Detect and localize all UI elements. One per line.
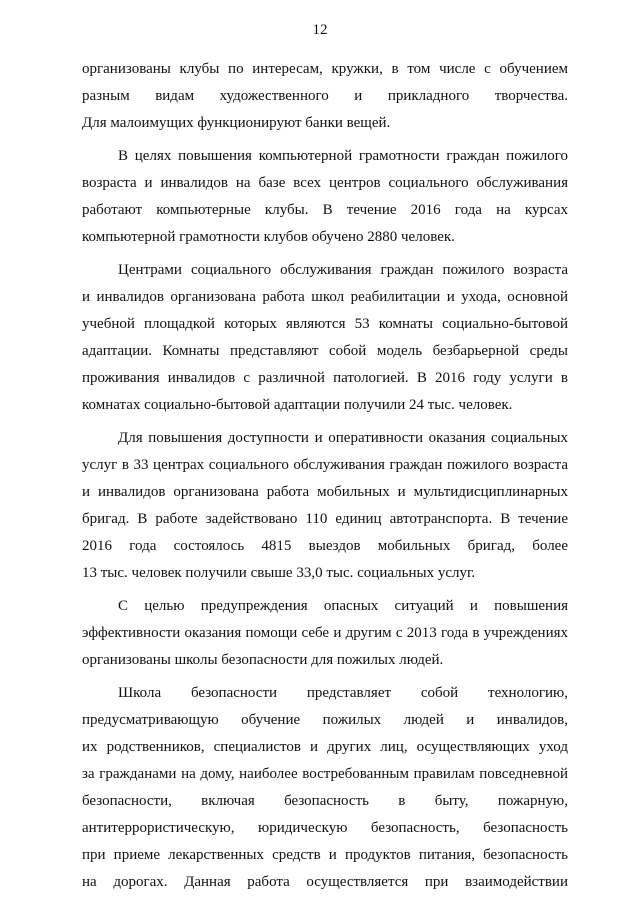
- paragraph-6: [82, 680, 568, 896]
- text-line: организованы клубы по интересам, кружки, в том числе с обучением: [82, 61, 568, 77]
- document-body: [82, 56, 568, 896]
- text-line: Для малоимущих функционируют банки вещей.: [82, 115, 391, 131]
- text-line: работают компьютерные клубы. В течение 2016 года на курсах: [82, 202, 568, 218]
- text-line: безопасности, включая безопасность в быту, пожарную,: [82, 793, 568, 809]
- text-line: услуг в 33 центрах социального обслуживания граждан пожилого возраста: [82, 457, 568, 473]
- text-line: Центрами социального обслуживания граждан пожилого возраста: [118, 262, 568, 278]
- text-line: антитеррористическую, юридическую безопасность, безопасность: [82, 820, 568, 836]
- paragraph-2: [82, 143, 568, 251]
- text-line: компьютерной грамотности клубов обучено 2880 человек.: [82, 229, 455, 245]
- paragraph-5: [82, 593, 568, 674]
- text-line: при приеме лекарственных средств и продуктов питания, безопасность: [82, 847, 568, 863]
- page-number: 12: [312, 22, 328, 38]
- text-line: эффективности оказания помощи себе и другим с 2013 года в учреждениях: [82, 625, 568, 641]
- paragraph-1: [82, 56, 568, 137]
- text-line: С целью предупреждения опасных ситуаций и повышения: [118, 598, 568, 614]
- text-line: Школа безопасности представляет собой технологию,: [118, 685, 568, 701]
- text-line: и инвалидов организована работа мобильных и мультидисциплинарных: [82, 484, 568, 500]
- text-line: адаптации. Комнаты представляют собой модель безбарьерной среды: [82, 343, 568, 359]
- text-line: проживания инвалидов с различной патологией. В 2016 году услуги в: [82, 370, 568, 386]
- text-line: учебной площадкой которых являются 53 комнаты социально-бытовой: [82, 316, 568, 332]
- text-line: организованы школы безопасности для пожилых людей.: [82, 652, 444, 668]
- text-line: и инвалидов организована работа школ реабилитации и ухода, основной: [82, 289, 568, 305]
- text-line: на дорогах. Данная работа осуществляется при взаимодействии: [82, 874, 568, 890]
- text-line: Для повышения доступности и оперативности оказания социальных: [118, 430, 568, 446]
- text-line: возраста и инвалидов на базе всех центров социального обслуживания: [82, 175, 568, 191]
- paragraph-4: [82, 425, 568, 587]
- text-line: их родственников, специалистов и других лиц, осуществляющих уход: [82, 739, 568, 755]
- text-line: 2016 года состоялось 4815 выездов мобильных бригад, более: [82, 538, 568, 554]
- text-line: бригад. В работе задействовано 110 единиц автотранспорта. В течение: [82, 511, 568, 527]
- text-line: за гражданами на дому, наиболее востребованным правилам повседневной: [82, 766, 568, 782]
- paragraph-3: [82, 257, 568, 419]
- text-line: предусматривающую обучение пожилых людей и инвалидов,: [82, 712, 568, 728]
- text-line: 13 тыс. человек получили свыше 33,0 тыс. социальных услуг.: [82, 565, 476, 581]
- text-line: разным видам художественного и прикладного творчества.: [82, 88, 568, 104]
- text-line: комнатах социально-бытовой адаптации получили 24 тыс. человек.: [82, 397, 513, 413]
- text-line: В целях повышения компьютерной грамотности граждан пожилого: [118, 148, 568, 164]
